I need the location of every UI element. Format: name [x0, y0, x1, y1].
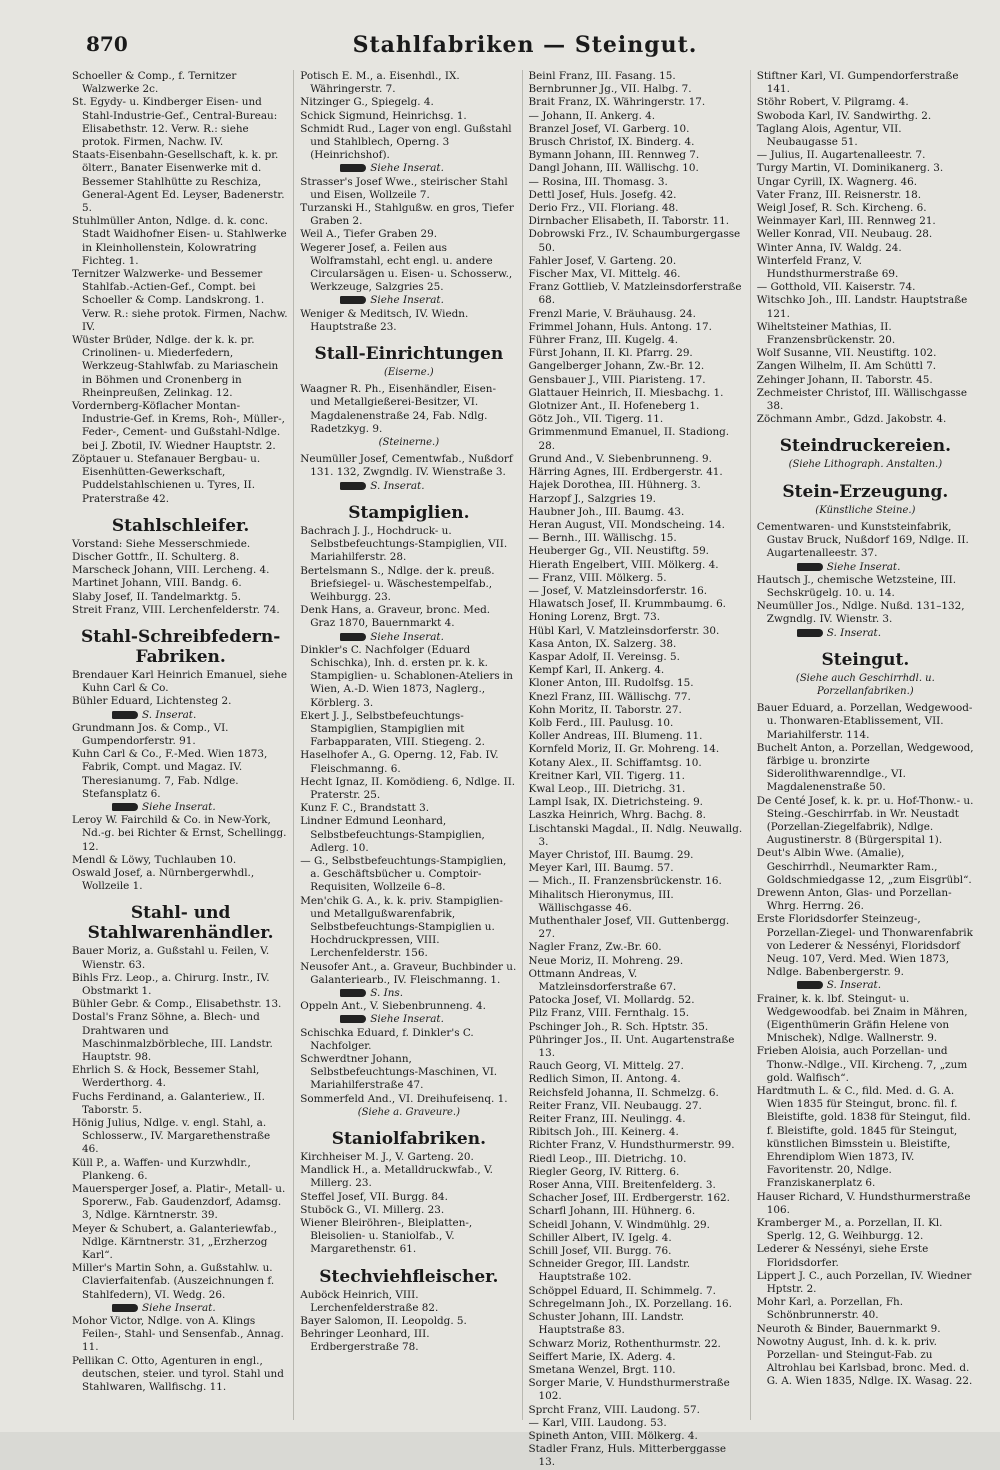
inserat-line — [72, 801, 289, 814]
pointing-hand-icon — [797, 629, 823, 637]
section-heading: Staniolfabriken. — [331, 1129, 486, 1150]
directory-entry: Brusch Christof, IX. Binderg. 4. — [528, 136, 695, 149]
directory-entry: Stiftner Karl, VI. Gumpendorferstraße 141. — [756, 70, 959, 96]
directory-entry: Schischka Eduard, f. Dinkler's C. Nachfolger. — [300, 1026, 474, 1052]
page-number: 870 — [86, 32, 128, 56]
directory-entry: Bühler Gebr. & Comp., Elisabethstr. 13. — [72, 998, 282, 1011]
directory-entry: Götz Joh., VII. Tigerg. 11. — [528, 413, 664, 426]
directory-entry: Discher Gottfr., II. Schulterg. 8. — [72, 550, 240, 563]
pointing-hand-icon — [112, 803, 138, 811]
directory-entry: Grundmann Jos. & Comp., VI. Gumpendorferstr. 91. — [72, 721, 229, 747]
directory-entry: Koller Andreas, III. Blumeng. 11. — [528, 730, 703, 743]
directory-entry: Mohor Victor, Ndlge. von A. Klings Feilen-, Stahl- und Sensenfab., Annag. 11. — [72, 1315, 284, 1354]
directory-entry: Smetana Wenzel, Brgt. 110. — [528, 1363, 676, 1376]
directory-entry: Sommerfeld And., VI. Dreihufeisenq. 1. — [300, 1092, 508, 1105]
directory-entry: Neumüller Josef, Cementwfab., Nußdorf 131. 132, Zwgndlg. IV. Wienstraße 3. — [300, 453, 513, 479]
directory-entry: — Rosina, III. Thomasg. 3. — [528, 175, 668, 188]
directory-entry: Schöppel Eduard, II. Schimmelg. 7. — [528, 1284, 716, 1297]
directory-entry: Kasa Anton, IX. Salzerg. 38. — [528, 637, 677, 650]
directory-entry: Leroy W. Fairchild & Co. in New-York, Nd.-g. bei Richter & Ernst, Schellingg. 12. — [72, 814, 287, 853]
column-3 — [528, 70, 751, 1469]
directory-entry: Bauer Moriz, a. Gußstahl u. Feilen, V. Wienstr. 63. — [72, 945, 270, 971]
directory-entry: Schwarz Moriz, Rothenthurmstr. 22. — [528, 1337, 721, 1350]
directory-entry: Schwerdtner Johann, Selbstbefeuchtungs-Maschinen, VI. Mariahilferstraße 47. — [300, 1053, 498, 1092]
directory-entry: Pühringer Jos., II. Unt. Augartenstraße 13. — [528, 1033, 735, 1060]
directory-entry: Kornfeld Moriz, II. Gr. Mohreng. 14. — [528, 743, 720, 756]
directory-entry: Neumüller Jos., Ndlge. Nußd. 131–132, Zwgndlg. IV. Wienstr. 3. — [756, 600, 965, 626]
section-note: (Siehe Lithograph. Anstalten.) — [788, 459, 943, 471]
directory-entry: Frieben Aloisia, auch Porzellan- und Thonw.-Ndlge., VII. Kircheng. 7, „zum gold. Walfisch“. — [756, 1045, 968, 1084]
directory-entry: Denk Hans, a. Graveur, bronc. Med. Graz 1870, Bauernmarkt 4. — [300, 604, 491, 630]
directory-entry: Bayer Salomon, II. Leopoldg. 5. — [300, 1315, 467, 1328]
directory-entry: Drewenn Anton, Glas- und Porzellan-Whrg. Herrng. 26. — [756, 886, 952, 913]
directory-entry: Ungar Cyrill, IX. Wagnerg. 46. — [756, 175, 917, 188]
directory-entry: — Bernh., III. Wällischg. 15. — [528, 532, 677, 545]
directory-entry: Schiller Albert, IV. Igelg. 4. — [528, 1231, 672, 1244]
section-heading: Stampiglien. — [348, 502, 470, 523]
directory-entry: Vordernberg-Köflacher Montan-Industrie-Gef. in Krems, Roh-, Müller-, Feder-, Cement- und Gußstahl-Ndlge. bei J. Zbotil, IV. Wiedner Hauptstr. 2. — [72, 400, 285, 452]
directory-entry: Brait Franz, IX. Währingerstr. 17. — [528, 96, 706, 109]
directory-entry: Mendl & Löwy, Tuchlauben 10. — [72, 853, 237, 866]
directory-entry: Zechmeister Christof, III. Wällischgasse 38. — [756, 386, 968, 413]
directory-entry: Behringer Leonhard, III. Erdbergerstraße 78. — [300, 1328, 430, 1354]
inserat-line — [300, 631, 517, 644]
directory-entry: Heuberger Gg., VII. Neustiftg. 59. — [528, 545, 709, 558]
directory-entry: Kuhn Carl & Co., F.-Med. Wien 1873, Fabrik, Compt. und Magaz. IV. Theresianumg. 7, Fab. Ndlge. Stefansplatz 6. — [72, 748, 268, 800]
directory-entry: Haselhofer A., G. Operng. 12, Fab. IV. Fleischmanng. 6. — [300, 749, 499, 775]
directory-entry: Dettl Josef, Huls. Josefg. 42. — [528, 188, 677, 201]
pointing-hand-icon — [112, 711, 138, 719]
directory-entry: Streit Franz, VIII. Lerchenfelderstr. 74. — [72, 603, 280, 616]
directory-entry: Hajek Dorothea, III. Hühnerg. 3. — [528, 479, 701, 492]
directory-entry: Harzopf J., Salzgries 19. — [528, 492, 656, 505]
column-2 — [300, 70, 522, 1420]
directory-entry: Slaby Josef, II. Tandelmarktg. 5. — [72, 590, 242, 603]
pointing-hand-icon — [797, 981, 823, 989]
directory-entry: Steffel Josef, VII. Burgg. 84. — [300, 1190, 448, 1203]
directory-entry: Stuböck G., VI. Millerg. 23. — [300, 1203, 445, 1216]
directory-entry: Reichsfeld Johanna, II. Schmelzg. 6. — [528, 1086, 719, 1099]
directory-entry: Härring Agnes, III. Erdbergerstr. 41. — [528, 466, 723, 479]
section-note: (Künstliche Steine.) — [815, 504, 916, 516]
inserat-line — [72, 709, 289, 722]
directory-entry: Glattauer Heinrich, II. Miesbachg. 1. — [528, 386, 724, 399]
directory-entry: Dirnbacher Elisabeth, II. Taborstr. 11. — [528, 215, 730, 228]
inserat-line — [300, 162, 517, 175]
directory-entry: Haubner Joh., III. Baumg. 43. — [528, 505, 685, 518]
directory-entry: Pilz Franz, VIII. Fernthalg. 15. — [528, 1007, 690, 1020]
directory-entry: Gensbauer J., VIII. Piaristeng. 17. — [528, 373, 706, 386]
directory-entry: De Centé Josef, k. k. pr. u. Hof-Thonw.- u. Steing.-Geschirrfab. in Wr. Neustadt (Porzellan-Ziegelfabrik), Ndlge. Augustinerstr. 8 (Bürgerspital 1). — [756, 794, 974, 847]
directory-entry: Nagler Franz, Zw.-Br. 60. — [528, 941, 662, 954]
directory-entry: Mohr Karl, a. Porzellan, Fh. Schönbrunnerstr. 40. — [756, 1296, 904, 1322]
directory-entry: Kaspar Adolf, II. Vereinsg. 5. — [528, 650, 680, 663]
directory-entry: Vorstand: Siehe Messerschmiede. — [72, 537, 251, 550]
directory-entry: Turgy Martin, VI. Dominikanerg. 3. — [756, 162, 944, 175]
directory-entry: Schuster Johann, III. Landstr. Hauptstraße 83. — [528, 1311, 685, 1337]
directory-entry: Hübl Karl, V. Matzleinsdorferstr. 30. — [528, 624, 720, 637]
directory-entry: Pellikan C. Otto, Agenturen in engl., deutschen, steier. und tyrol. Stahl und Stahlwaren, Wallfischg. 11. — [72, 1354, 284, 1394]
directory-entry: Muthenthaler Josef, VII. Guttenbergg. 27. — [528, 915, 730, 941]
directory-entry: Weniger & Meditsch, IV. Wiedn. Hauptstraße 23. — [300, 307, 469, 333]
inserat-line — [757, 979, 974, 992]
directory-entry: Mandlick H., a. Metalldruckwfab., V. Millerg. 23. — [300, 1164, 493, 1190]
inserat-text: S. Inserat. — [826, 979, 882, 992]
directory-entry: Schick Sigmund, Heinrichsg. 1. — [300, 109, 467, 122]
directory-entry: Potisch E. M., a. Eisenhdl., IX. Währingerstr. 7. — [300, 70, 460, 96]
directory-entry: Kohn Moritz, II. Taborstr. 27. — [528, 703, 682, 716]
directory-entry: Riedl Leop., III. Dietrichg. 10. — [528, 1152, 687, 1165]
directory-entry: Strasser's Josef Wwe., steirischer Stahl und Eisen, Wollzeile 7. — [300, 175, 508, 201]
directory-entry: Weil A., Tiefer Graben 29. — [300, 228, 438, 241]
directory-entry: Schacher Josef, III. Erdbergerstr. 162. — [528, 1192, 730, 1205]
directory-entry: Dinkler's C. Nachfolger (Eduard Schischka), Inh. d. ersten pr. k. k. Stampiglien- u. Schablonen-Ateliers in Wien, A.-D. Wien 1873, Naglerg., Körblerg. 3. — [300, 643, 513, 709]
directory-entry: Erste Floridsdorfer Steinzeug-, Porzellan-Ziegel- und Thonwarenfabrik von Lederer & Nessényi, Floridsdorf Neug. 107, Verd. Med. Wien 1873, Ndlge. Babenbergerstr. 9. — [756, 913, 973, 979]
directory-entry: Fahler Josef, V. Garteng. 20. — [528, 254, 677, 267]
directory-entry: Dobrowski Frz., IV. Schaumburgergasse 50. — [528, 228, 741, 254]
directory-entry: Hautsch J., chemische Wetzsteine, III. Sechskrügelg. 10. u. 14. — [756, 573, 957, 599]
directory-entry: Stöhr Robert, V. Pilgramg. 4. — [756, 96, 909, 109]
section-heading: Stahl-Schreibfedern-Fabriken. — [80, 626, 281, 667]
directory-entry: Martinet Johann, VIII. Bandg. 6. — [72, 577, 242, 590]
inserat-line — [300, 480, 517, 493]
inserat-text: Siehe Inserat. — [142, 1301, 216, 1314]
column-4 — [757, 70, 978, 1420]
directory-entry: Kolb Ferd., III. Paulusg. 10. — [528, 716, 674, 729]
directory-entry: Branzel Josef, VI. Garberg. 10. — [528, 122, 690, 135]
directory-entry: Richter Franz, V. Hundsthurmerstr. 99. — [528, 1139, 735, 1152]
directory-entry: Neue Moriz, II. Mohreng. 29. — [528, 954, 684, 967]
directory-entry: Bihls Frz. Leop., a. Chirurg. Instr., IV. Obstmarkt 1. — [72, 971, 270, 997]
inserat-text: Siehe Inserat. — [370, 630, 444, 643]
section-heading: Steindruckereien. — [779, 436, 951, 457]
section-heading: Stall-Einrichtungen — [314, 344, 504, 365]
directory-entry: Hlawatsch Josef, II. Krummbaumg. 6. — [528, 598, 726, 611]
inserat-text: Siehe Inserat. — [370, 1013, 444, 1026]
directory-entry: Zöchmann Ambr., Gdzd. Jakobstr. 4. — [756, 413, 947, 426]
directory-entry: Hönig Julius, Ndlge. v. engl. Stahl, a. Schlosserw., IV. Margarethenstraße 46. — [72, 1117, 271, 1156]
directory-entry: Mauersperger Josef, a. Platir-, Metall- u. Sporerw., Fab. Gaudenzdorf, Adamsg. 3, Ndlge. Kärntnerstr. 39. — [72, 1183, 286, 1222]
directory-entry: Kempf Karl, II. Ankerg. 4. — [528, 664, 665, 677]
directory-entry: Hardtmuth L. & C., fild. Med. d. G. A. Wien 1835 für Steingut, bronc. fil. f. Bleistifte, gold. 1838 für Steingut, fild. f. Bleistifte, gold. 1845 für Steingut, künstlichen Bimsstein u. Bleistifte, Ehrendiplom Wien 1873, IV. Favoritenstr. 20, Ndlge. Franziskanerplatz 6. — [756, 1085, 971, 1190]
directory-entry: Swoboda Karl, IV. Sandwirthg. 2. — [756, 109, 932, 122]
directory-entry: Hecht Ignaz, II. Komödieng. 6, Ndlge. II. Praterstr. 25. — [300, 775, 516, 801]
directory-entry: Waagner R. Ph., Eisenhändler, Eisen- und Metallgießerei-Besitzer, VI. Magdalenenstraße 24, Fab. Ndlg. Radetzkyg. 9. — [300, 383, 497, 435]
pointing-hand-icon — [340, 633, 366, 641]
directory-entry: Bernbrunner Jg., VII. Halbg. 7. — [528, 83, 692, 96]
directory-entry: Miller's Martin Sohn, a. Gußstahlw. u. Clavierfaitenfab. (Auszeichnungen f. Stahlfedern), VI. Wedg. 26. — [72, 1262, 275, 1301]
inserat-text: S. Inserat. — [370, 479, 425, 492]
directory-entry: Lampl Isak, IX. Dietrichsteing. 9. — [528, 796, 703, 809]
directory-entry: — Josef, V. Matzleinsdorferstr. 16. — [528, 584, 708, 597]
directory-entry: Rauch Georg, VI. Mittelg. 27. — [528, 1060, 684, 1073]
directory-entry: Lederer & Nessényi, siehe Erste Floridsdorfer. — [756, 1243, 929, 1269]
directory-entry: Mihalitsch Hieronymus, III. Wällischgasse 46. — [528, 888, 674, 914]
directory-entry: Pschinger Joh., R. Sch. Hptstr. 35. — [528, 1020, 709, 1033]
directory-entry: — Gotthold, VII. Kaiserstr. 74. — [756, 281, 916, 294]
directory-entry: Führer Franz, III. Kugelg. 4. — [528, 334, 679, 347]
directory-entry: Brendauer Karl Heinrich Emanuel, siehe Kuhn Carl & Co. — [72, 668, 288, 695]
columns — [72, 70, 978, 1469]
directory-entry: Kramberger M., a. Porzellan, II. Kl. Sperlg. 12, G. Weihburgg. 12. — [756, 1217, 943, 1243]
inserat-text: Siehe Inserat. — [142, 800, 216, 813]
directory-entry: Hauser Richard, V. Hundsthurmerstraße 106. — [756, 1190, 971, 1216]
directory-entry: Zöptauer u. Stefanauer Bergbau- u. Eisenhütten-Gewerkschaft, Puddelstahlschienen u. Tyres, II. Praterstraße 42. — [72, 452, 261, 505]
directory-entry: Buchelt Anton, a. Porzellan, Wedgewood, färbige u. bronzirte Siderolithwarenndlge., VI. Magdalenenstraße 50. — [756, 741, 974, 794]
directory-entry: Zangen Wilhelm, II. Am Schüttl 7. — [756, 360, 937, 373]
directory-entry: Seiffert Marie, IX. Aderg. 4. — [528, 1350, 676, 1363]
directory-entry: Wegerer Josef, a. Feilen aus Wolframstahl, echt engl. u. andere Circularsägen u. Eisen- u. Schosserw., Werkzeuge, Salzgries 25. — [300, 241, 513, 294]
directory-entry: Franz Gottlieb, V. Matzleinsdorferstraße 68. — [528, 281, 742, 307]
directory-entry: Lippert J. C., auch Porzellan, IV. Wiedner Hptstr. 2. — [756, 1269, 972, 1296]
directory-entry: Sorger Marie, V. Hundsthurmerstraße 102. — [528, 1377, 730, 1403]
inserat-text: Siehe Inserat. — [826, 560, 901, 573]
directory-entry: Küll P., a. Waffen- und Kurzwhdlr., Plankeng. 6. — [72, 1156, 251, 1182]
directory-entry: Oppeln Ant., V. Siebenbrunneng. 4. — [300, 1000, 486, 1013]
directory-entry: Patocka Josef, VI. Mollardg. 52. — [528, 994, 695, 1007]
directory-entry: Bertelsmann S., Ndlge. der k. preuß. Briefsiegel- u. Wäschestempelfab., Weihburgg. 23. — [300, 564, 495, 603]
directory-entry: Turzanski H., Stahlgußw. en gros, Tiefer Graben 2. — [300, 202, 514, 228]
directory-entry: Meyer & Schubert, a. Galanteriewfab., Ndlge. Kärntnerstr. 31, „Erzherzog Karl“. — [72, 1222, 277, 1262]
directory-entry: Wolf Susanne, VII. Neustiftg. 102. — [756, 347, 937, 360]
directory-entry: Redlich Simon, II. Antong. 4. — [528, 1073, 681, 1086]
directory-entry: Kirchheiser M. J., V. Garteng. 20. — [300, 1151, 474, 1164]
section-heading: Stein-Erzeugung. — [782, 481, 949, 502]
running-title: Stahlfabriken — Steingut. — [352, 32, 698, 58]
directory-entry: Stadler Franz, Huls. Mitterberggasse 13. — [528, 1443, 727, 1469]
inserat-line — [757, 627, 974, 640]
directory-entry: Grimmenmund Emanuel, II. Stadiong. 28. — [528, 426, 730, 452]
pointing-hand-icon — [112, 1304, 138, 1312]
section-heading: Stahl- und Stahlwarenhändler. — [87, 903, 274, 944]
directory-entry: Beinl Franz, III. Fasang. 15. — [528, 70, 676, 82]
directory-entry: Derio Frz., VII. Floriang. 48. — [528, 202, 679, 215]
page-header — [72, 32, 978, 70]
directory-entry: Grund And., V. Siebenbrunneng. 9. — [528, 452, 712, 465]
directory-entry: Winter Anna, IV. Waldg. 24. — [756, 241, 902, 254]
directory-entry: Fuchs Ferdinand, a. Galanteriew., II. Taborstr. 5. — [72, 1090, 265, 1116]
directory-entry: Neuroth & Binder, Bauernmarkt 9. — [756, 1322, 941, 1335]
directory-entry: Kreitner Karl, VII. Tigerg. 11. — [528, 769, 685, 782]
directory-entry: Roser Anna, VIII. Breitenfelderg. 3. — [528, 1179, 716, 1192]
directory-entry: — Mich., II. Franzensbrückenstr. 16. — [528, 875, 722, 888]
directory-entry: — G., Selbstbefeuchtungs-Stampiglien, a. Geschäftsbücher u. Comptoir-Requisiten, Wollzeile 6–8. — [300, 854, 507, 894]
directory-entry: Nitzinger G., Spiegelg. 4. — [300, 96, 434, 109]
directory-entry: Scheidl Johann, V. Windmühlg. 29. — [528, 1218, 710, 1231]
directory-entry: Dostal's Franz Söhne, a. Blech- und Drahtwaren und Maschinmalzbörbleche, III. Landstr. Hauptstr. 98. — [72, 1011, 273, 1063]
directory-entry: — Johann, II. Ankerg. 4. — [528, 109, 656, 122]
section-note: (Siehe a. Graveure.) — [357, 1106, 460, 1118]
directory-entry: Witschko Joh., III. Landstr. Hauptstraße 121. — [756, 294, 968, 320]
pointing-hand-icon — [340, 164, 366, 172]
directory-entry: Heran August, VII. Mondscheing. 14. — [528, 518, 725, 531]
inserat-line — [300, 987, 517, 1000]
directory-entry: Fürst Johann, II. Kl. Pfarrg. 29. — [528, 347, 693, 360]
directory-entry: Winterfeld Franz, V. Hundsthurmerstraße 69. — [756, 254, 899, 281]
section-note: (Eiserne.) — [384, 367, 434, 379]
directory-entry: Schregelmann Joh., IX. Porzellang. 16. — [528, 1297, 732, 1310]
directory-entry: Knezl Franz, III. Wällischg. 77. — [528, 690, 691, 703]
directory-entry: Ternitzer Walzwerke- und Bessemer Stahlfab.-Actien-Gef., Compt. bei Schoeller & Comp. Landskrong. 1. Verw. R.: siehe protok. Firmen, Nachw. IV. — [72, 268, 288, 333]
directory-entry: Kunz F. C., Brandstatt 3. — [300, 802, 430, 815]
directory-entry: Schoeller & Comp., f. Ternitzer Walzwerke 2c. — [72, 70, 237, 96]
section-heading: Steingut. — [821, 649, 910, 670]
directory-entry: Schneider Gregor, III. Landstr. Hauptstraße 102. — [528, 1258, 691, 1284]
section-note: (Siehe auch Geschirrhdl. u. Porzellanfabriken.) — [795, 672, 935, 697]
directory-entry: Frainer, k. k. lbf. Steingut- u. Wedgewoodfab. bei Znaim in Mähren, (Eigenthümerin Gräfin Helene von Mnischek), Ndlge. Wallnerstr. 9. — [756, 992, 968, 1045]
directory-entry: Wiener Bleiröhren-, Bleiplatten-, Bleisolien- u. Staniolfab., V. Margarethenstr. 61. — [300, 1217, 473, 1256]
directory-entry: Stuhlmüller Anton, Ndlge. d. k. conc. Stadt Waidhofner Eisen- u. Stahlwerke in Kleinhollenstein, Kolowratring Fichteg. 1. — [72, 215, 287, 267]
inserat-line — [300, 1013, 517, 1026]
section-heading: Stechviehfleischer. — [319, 1266, 499, 1287]
inserat-text: Siehe Inserat. — [370, 294, 444, 307]
directory-entry: Laszka Heinrich, Whrg. Bachg. 8. — [528, 809, 706, 822]
directory-entry: Weller Konrad, VII. Neubaug. 28. — [756, 228, 933, 241]
section-note: (Steinerne.) — [378, 437, 440, 449]
directory-entry: Frenzl Marie, V. Bräuhausg. 24. — [528, 307, 696, 320]
directory-entry: Lindner Edmund Leonhard, Selbstbefeuchtungs-Stampiglien, Adlerg. 10. — [300, 815, 485, 854]
directory-entry: — Julius, II. Augartenalleestr. 7. — [756, 149, 926, 162]
inserat-text: S. Inserat. — [142, 708, 197, 721]
column-1 — [72, 70, 294, 1420]
inserat-line — [757, 561, 974, 574]
directory-entry: Neusofer Ant., a. Graveur, Buchbinder u. Galanteriearb., IV. Fleischmanng. 1. — [300, 960, 517, 986]
directory-entry: Nowotny August, Inh. d. k. k. priv. Porzellan- und Steingut-Fab. zu Altrohlau bei Karlsbad, bronc. Med. d. G. A. Wien 1835, Ndlge. IX. Wasag. 22. — [756, 1335, 973, 1388]
directory-entry: Honing Lorenz, Brgt. 73. — [528, 611, 661, 624]
directory-entry: Oswald Josef, a. Nürnbergerwhdl., Wollzeile 1. — [72, 866, 255, 893]
directory-entry: Wiheltsteiner Mathias, II. Franzensbrückenstr. 20. — [756, 320, 896, 347]
directory-entry: Reiter Franz, III. Neulingg. 4. — [528, 1113, 686, 1126]
directory-entry: Spineth Anton, VIII. Mölkerg. 4. — [528, 1429, 698, 1442]
directory-entry: Ribitsch Joh., III. Keinerg. 4. — [528, 1126, 679, 1139]
directory-entry: Gangelberger Johann, Zw.-Br. 12. — [528, 360, 705, 373]
directory-entry: Weinmayer Karl, III. Rennweg 21. — [756, 215, 936, 228]
directory-entry: — Karl, VIII. Laudong. 53. — [528, 1416, 667, 1429]
directory-entry: St. Egydy- u. Kindberger Eisen- und Stahl-Industrie-Gef., Central-Bureau: Elisabethstr. 12. Verw. R.: siehe protok. Firmen, Nachw. IV. — [72, 96, 278, 149]
pointing-hand-icon — [340, 296, 366, 304]
directory-entry: Deut's Albin Wwe. (Amalie), Geschirrhdl., Neumarkter Ram., Goldschmiedgasse 12, „zum Eisgrübl“. — [756, 847, 972, 886]
directory-entry: Cementwaren- und Kunststeinfabrik, Gustav Bruck, Nußdorf 169, Ndlge. II. Augartenalleestr. 37. — [756, 520, 969, 560]
directory-entry: Meyer Karl, III. Baumg. 57. — [528, 862, 674, 875]
inserat-text: Siehe Inserat. — [370, 162, 444, 175]
directory-entry: Reiter Franz, VII. Neubaugg. 27. — [528, 1099, 702, 1112]
directory-entry: Wüster Brüder, Ndlge. der k. k. pr. Crinolinen- u. Miederfedern, Werkzeug-Stahlwfab. zu Mariaschein in Böhmen und Cronenberg in Rheinpreußen, Zelinkag. 12. — [72, 334, 279, 399]
directory-entry: Bühler Eduard, Lichtensteg 2. — [72, 695, 232, 708]
directory-entry: Kwal Leop., III. Dietrichg. 31. — [528, 782, 686, 795]
pointing-hand-icon — [340, 482, 366, 490]
directory-entry: Hierath Engelbert, VIII. Mölkerg. 4. — [528, 558, 719, 571]
directory-entry: Bachrach J. J., Hochdruck- u. Selbstbefeuchtungs-Stampiglien, VII. Mariahilferstr. 28. — [300, 524, 508, 564]
directory-entry: Kotany Alex., II. Schiffamtsg. 10. — [528, 756, 702, 769]
directory-entry: Sprcht Franz, VIII. Laudong. 57. — [528, 1403, 700, 1416]
directory-entry: Schmidt Rud., Lager von engl. Gußstahl und Stahlblech, Operng. 3 (Heinrichshof). — [300, 122, 512, 162]
directory-entry: Ottmann Andreas, V. Matzleinsdorferstraße 67. — [528, 967, 677, 994]
directory-entry: Scharfl Johann, III. Hühnerg. 6. — [528, 1205, 696, 1218]
directory-entry: Ehrlich S. & Hock, Bessemer Stahl, Werderthorg. 4. — [72, 1064, 260, 1090]
directory-entry: Weigl Josef, R. Sch. Kircheng. 6. — [756, 202, 927, 215]
directory-entry: Schill Josef, VII. Burgg. 76. — [528, 1245, 672, 1258]
directory-entry: Marscheck Johann, VIII. Lercheng. 4. — [72, 564, 270, 577]
inserat-line — [300, 294, 517, 307]
directory-entry: Riegler Georg, IV. Ritterg. 6. — [528, 1165, 680, 1178]
directory-entry: Zehinger Johann, II. Taborstr. 45. — [756, 373, 933, 386]
pointing-hand-icon — [797, 563, 823, 571]
directory-entry: Taglang Alois, Agentur, VII. Neubaugasse 51. — [756, 122, 902, 149]
directory-entry: Mayer Christof, III. Baumg. 29. — [528, 848, 694, 861]
directory-entry: Dangl Johann, III. Wällischg. 10. — [528, 162, 699, 175]
directory-entry: Glotnizer Ant., II. Hofeneberg 1. — [528, 400, 700, 413]
directory-entry: Frimmel Johann, Huls. Antong. 17. — [528, 320, 712, 333]
directory-entry: Vater Franz, III. Reisnerstr. 18. — [756, 188, 922, 201]
inserat-text: S. Inserat. — [826, 626, 882, 639]
directory-entry: Kloner Anton, III. Rudolfsg. 15. — [528, 677, 694, 690]
directory-entry: Men'chik G. A., k. k. priv. Stampiglien- und Metallgußwarenfabrik, Selbstbefeuchtungs-Stampiglien u. Hochdruckpressen, VIII. Lerchenfelderstr. 156. — [300, 894, 503, 960]
directory-entry: Auböck Heinrich, VIII. Lerchenfelderstraße 82. — [300, 1288, 439, 1314]
section-heading: Stahlschleifer. — [111, 515, 250, 536]
pointing-hand-icon — [340, 989, 366, 997]
inserat-text: S. Ins. — [370, 987, 404, 999]
directory-entry: Ekert J. J., Selbstbefeuchtungs-Stampiglien, Stampiglien mit Farbapparaten, VIII. Stiegeng. 2. — [300, 709, 485, 749]
directory-entry: Fischer Max, VI. Mittelg. 46. — [528, 268, 681, 281]
directory-entry: Bymann Johann, III. Rennweg 7. — [528, 149, 700, 162]
inserat-line — [72, 1302, 289, 1315]
directory-entry: Lischtanski Magdal., II. Ndlg. Neuwallg. 3. — [528, 822, 743, 848]
directory-entry: Bauer Eduard, a. Porzellan, Wedgewood- u. Thonwaren-Etablissement, VII. Mariahilferstr. 114. — [756, 702, 973, 741]
directory-entry: — Franz, VIII. Mölkerg. 5. — [528, 571, 667, 584]
pointing-hand-icon — [340, 1015, 366, 1023]
directory-entry: Staats-Eisenbahn-Gesellschaft, k. k. pr. ölterr., Banater Eisenwerke mit d. Bessemer Stahlhütte zu Reschiza, General-Agent Ed. Leyser, Badenerstr. 5. — [72, 149, 285, 215]
